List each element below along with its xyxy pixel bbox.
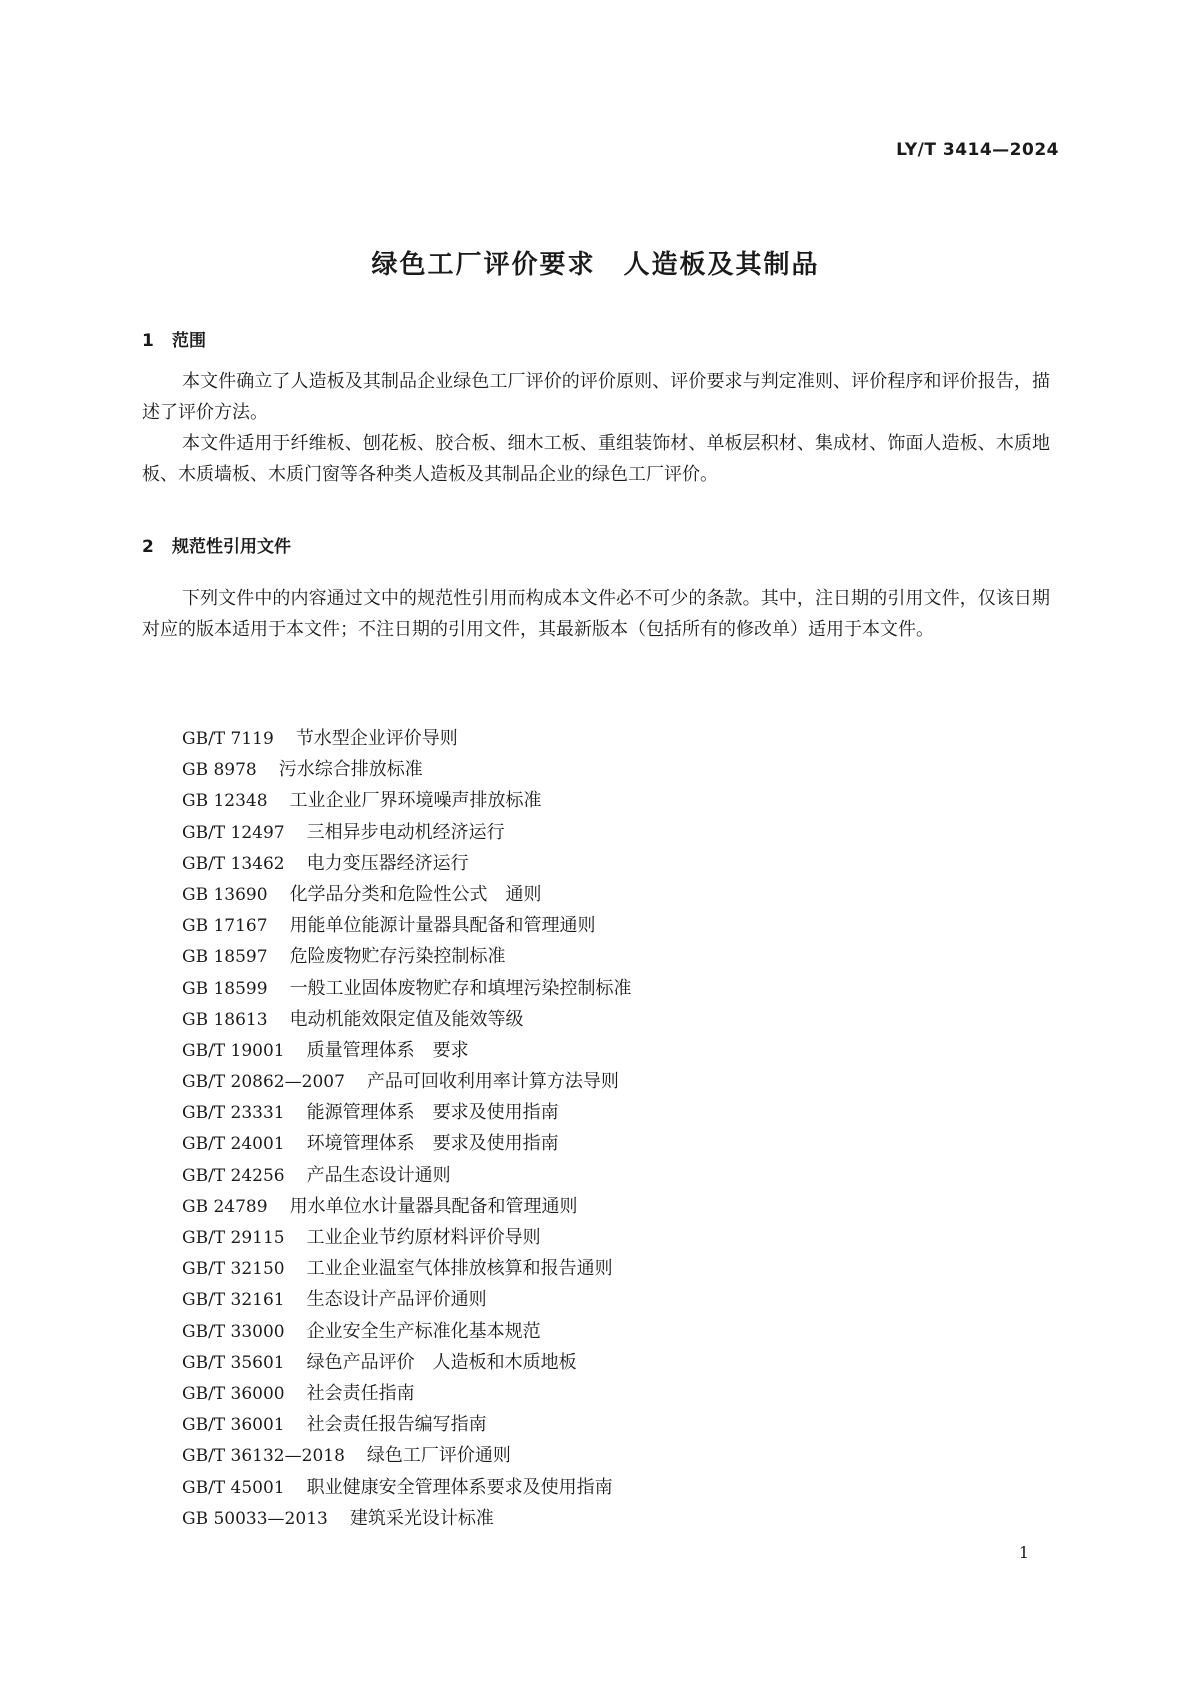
reference-item — [182, 1472, 632, 1503]
reference-code: GB/T 24256 — [182, 1165, 285, 1186]
reference-item — [182, 1160, 632, 1191]
reference-title: 化学品分类和危险性公式 通则 — [289, 883, 542, 905]
reference-title: 电动机能效限定值及能效等级 — [289, 1008, 524, 1030]
reference-code: GB/T 35601 — [182, 1352, 285, 1373]
reference-code: GB 24789 — [182, 1196, 268, 1217]
reference-title: 生态设计产品评价通则 — [306, 1289, 487, 1311]
reference-item — [182, 1035, 632, 1066]
reference-item — [182, 973, 632, 1004]
reference-item — [182, 910, 632, 941]
reference-title: 工业企业节约原材料评价导则 — [306, 1227, 541, 1248]
reference-item — [182, 817, 632, 848]
reference-item — [182, 1347, 632, 1378]
standard-code: LY/T 3414—2024 — [896, 140, 1059, 160]
reference-code: GB/T 20862—2007 — [182, 1072, 345, 1093]
reference-code: GB/T 32161 — [182, 1290, 285, 1311]
reference-item — [182, 941, 632, 972]
reference-code: GB/T 32150 — [182, 1259, 285, 1280]
reference-item — [182, 1503, 632, 1534]
reference-code: GB/T 7119 — [182, 729, 274, 749]
reference-code: GB 13690 — [182, 884, 268, 905]
reference-item — [182, 1222, 632, 1253]
page-number: 1 — [1018, 1543, 1029, 1562]
reference-title: 工业企业厂界环境噪声排放标准 — [289, 790, 542, 812]
reference-item — [182, 1097, 632, 1128]
reference-code: GB/T 23331 — [182, 1103, 285, 1124]
reference-title: 质量管理体系 要求 — [306, 1039, 469, 1061]
reference-item — [182, 723, 632, 754]
reference-code: GB/T 24001 — [182, 1134, 285, 1155]
section-2-paragraph-1: 下列文件中的内容通过文中的规范性引用而构成本文件必不可少的条款。其中，注日期的引用文件，仅该日期对应的版本适用于本文件；不注日期的引用文件，其最新版本（包括所有的修改单）适用于本文件。 — [142, 588, 1050, 640]
reference-item — [182, 754, 632, 785]
reference-title: 一般工业固体废物贮存和填埋污染控制标准 — [289, 977, 632, 999]
reference-code: GB/T 29115 — [182, 1228, 285, 1248]
section-1-paragraph-1: 本文件确立了人造板及其制品企业绿色工厂评价的评价原则、评价要求与判定准则、评价程序和评价报告，描述了评价方法。 — [142, 371, 1050, 423]
reference-item — [182, 1253, 632, 1284]
reference-title: 危险废物贮存污染控制标准 — [289, 946, 506, 968]
reference-code: GB/T 36001 — [182, 1415, 285, 1436]
reference-code: GB/T 12497 — [182, 822, 285, 843]
reference-code: GB 50033—2013 — [182, 1508, 328, 1529]
section-1-heading — [142, 326, 206, 351]
reference-item — [182, 1440, 632, 1471]
reference-code: GB/T 33000 — [182, 1321, 285, 1342]
section-1-paragraph-2: 本文件适用于纤维板、刨花板、胶合板、细木工板、重组装饰材、单板层积材、集成材、饰面人造板、木质地板、木质墙板、木质门窗等各种类人造板及其制品企业的绿色工厂评价。 — [142, 433, 1050, 485]
reference-title: 三相异步电动机经济运行 — [306, 821, 505, 843]
reference-title: 节水型企业评价导则 — [295, 728, 458, 749]
reference-code: GB 18599 — [182, 978, 268, 999]
reference-title: 环境管理体系 要求及使用指南 — [306, 1133, 559, 1155]
reference-title: 能源管理体系 要求及使用指南 — [306, 1102, 559, 1124]
normative-references-list — [182, 723, 632, 1534]
reference-item — [182, 879, 632, 910]
reference-title: 污水综合排放标准 — [278, 759, 423, 781]
section-title: 范围 — [172, 331, 206, 351]
reference-title: 建筑采光设计标准 — [349, 1507, 494, 1529]
reference-item — [182, 785, 632, 816]
reference-title: 职业健康安全管理体系要求及使用指南 — [306, 1476, 613, 1498]
reference-code: GB 17167 — [182, 916, 268, 937]
reference-code: GB 18597 — [182, 947, 268, 968]
document-title: 绿色工厂评价要求 人造板及其制品 — [371, 250, 820, 280]
reference-item — [182, 1191, 632, 1222]
reference-title: 用水单位水计量器具配备和管理通则 — [289, 1195, 578, 1217]
reference-item — [182, 1409, 632, 1440]
reference-title: 产品可回收利用率计算方法导则 — [366, 1071, 619, 1093]
reference-title: 工业企业温室气体排放核算和报告通则 — [306, 1258, 613, 1280]
reference-item — [182, 1316, 632, 1347]
reference-code: GB 8978 — [182, 760, 257, 781]
reference-title: 社会责任指南 — [306, 1382, 415, 1404]
reference-title: 用能单位能源计量器具配备和管理通则 — [289, 915, 596, 937]
reference-title: 绿色工厂评价通则 — [366, 1445, 511, 1467]
reference-code: GB/T 45001 — [182, 1477, 285, 1498]
reference-code: GB 18613 — [182, 1009, 268, 1030]
reference-title: 电力变压器经济运行 — [306, 852, 469, 874]
reference-title: 绿色产品评价 人造板和木质地板 — [306, 1351, 577, 1373]
reference-code: GB/T 36132—2018 — [182, 1446, 345, 1467]
reference-title: 社会责任报告编写指南 — [306, 1414, 487, 1436]
reference-title: 产品生态设计通则 — [306, 1164, 451, 1186]
reference-item — [182, 1066, 632, 1097]
reference-code: GB 12348 — [182, 791, 268, 812]
section-number: 1 — [142, 331, 154, 351]
section-title: 规范性引用文件 — [172, 537, 291, 557]
reference-code: GB/T 13462 — [182, 853, 285, 874]
section-number: 2 — [142, 537, 154, 557]
reference-title: 企业安全生产标准化基本规范 — [306, 1320, 541, 1342]
reference-item — [182, 1004, 632, 1035]
section-2-heading — [142, 532, 291, 557]
reference-item — [182, 1378, 632, 1409]
reference-item — [182, 1284, 632, 1315]
reference-code: GB/T 19001 — [182, 1040, 285, 1061]
reference-code: GB/T 36000 — [182, 1383, 285, 1404]
reference-item — [182, 1128, 632, 1159]
reference-item — [182, 848, 632, 879]
